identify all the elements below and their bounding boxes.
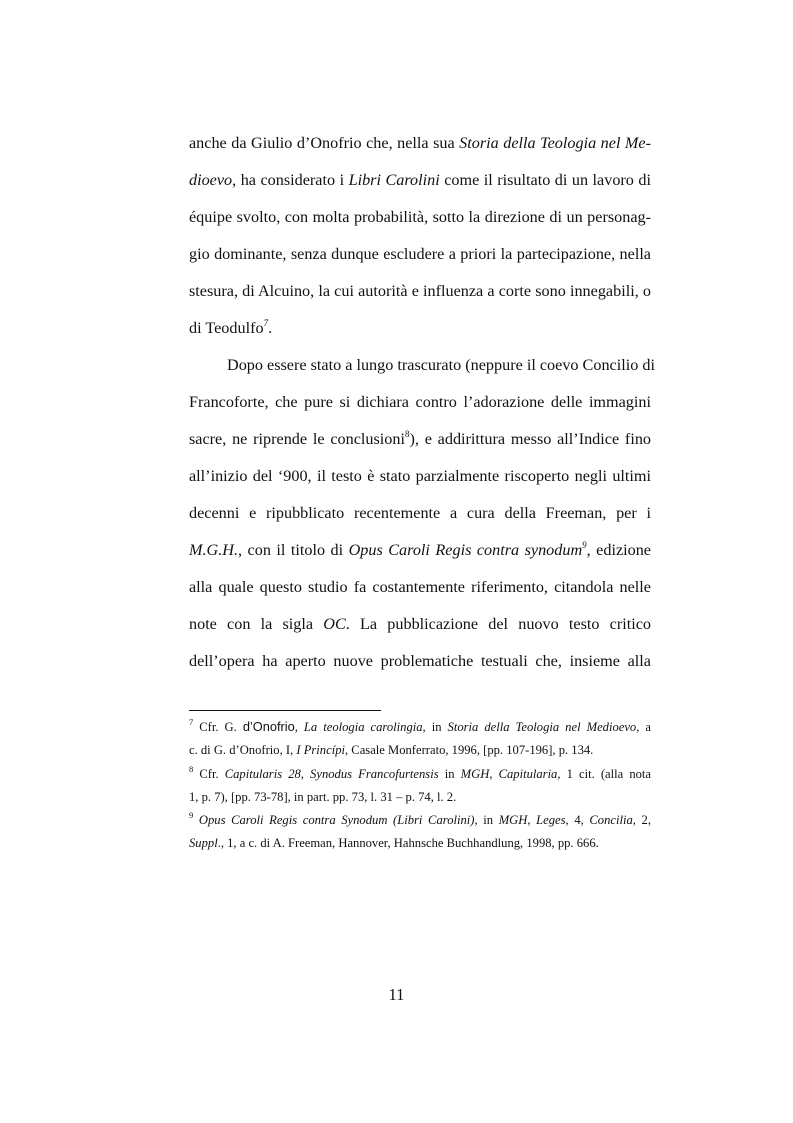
- body-line-10: [189, 466, 651, 486]
- text: équipe svolto, con molta probabilità, sotto la direzione di un personag-: [189, 208, 651, 226]
- body-line-14: [189, 614, 651, 634]
- text: Cfr.: [199, 767, 225, 781]
- italic-title: Capitularia,: [498, 767, 561, 781]
- body-line-15: [189, 651, 651, 671]
- text: , 2,: [632, 813, 651, 827]
- page-number: 11: [388, 985, 405, 1004]
- italic-title: La teologia carolingia: [303, 720, 423, 734]
- italic-title: Opus Caroli Regis contra synodum: [348, 541, 583, 559]
- body-line-7: [227, 355, 655, 375]
- text: Francoforte, che pure si dichiara contro l’adorazione delle immagini: [189, 393, 651, 411]
- body-line-6: [189, 318, 651, 338]
- footnote-number: 7: [189, 716, 194, 727]
- body-line-9: [189, 429, 651, 449]
- italic-abbrev: MGH: [498, 813, 528, 827]
- text: . La pubblicazione del nuovo testo critico: [345, 615, 652, 633]
- footnote-ref-8[interactable]: 8: [404, 428, 410, 439]
- italic-abbrev: M.G.H.: [189, 541, 239, 559]
- text: sacre, ne riprende le conclusioni: [189, 430, 405, 448]
- text: , ha considerato i: [232, 171, 349, 189]
- text: ,: [489, 767, 499, 781]
- body-line-3: [189, 207, 651, 227]
- footnote-9-line-1: [189, 809, 651, 828]
- italic-title: Storia della Teologia nel Medioevo,: [447, 720, 640, 734]
- text: dell’opera ha aperto nuove problematiche testuali che, insieme alla: [189, 652, 651, 670]
- body-line-4: [189, 244, 651, 264]
- footnote-7-line-2: [189, 742, 651, 758]
- text: stesura, di Alcuino, la cui autorità e influenza a corte sono innegabili, o: [189, 282, 651, 300]
- italic-title: Storia della Teologia nel Me-: [459, 134, 651, 152]
- italic-title: Concilia: [589, 813, 633, 827]
- footnote-7-line-1: [189, 716, 651, 735]
- footnote-ref-7[interactable]: 7: [263, 317, 269, 328]
- text: a: [639, 720, 651, 734]
- text: decenni e ripubblicato recentemente a cura della Freeman, per i: [189, 504, 651, 522]
- italic-title: Opus Caroli Regis contra Synodum (Libri Carolini): [198, 813, 475, 827]
- body-line-11: [189, 503, 651, 523]
- text: anche da Giulio d’Onofrio che, nella sua: [189, 134, 460, 152]
- footnote-separator: [189, 710, 381, 711]
- italic-abbrev: OC: [323, 615, 346, 633]
- text: Cfr. G.: [199, 720, 243, 734]
- text: alla quale questo studio fa costantemente riferimento, citandola nelle: [189, 578, 651, 596]
- italic-title: dioevo: [189, 171, 233, 189]
- text: , con il titolo di: [238, 541, 349, 559]
- text: ,: [294, 720, 304, 734]
- text: note con la sigla: [189, 615, 324, 633]
- italic-abbrev: MGH: [460, 767, 490, 781]
- text: .: [268, 319, 273, 337]
- body-line-8: [189, 392, 651, 412]
- footnote-9-line-2: [189, 835, 651, 851]
- body-line-5: [189, 281, 651, 301]
- italic-title: Libri Carolini: [348, 171, 440, 189]
- text: 1, p. 7), [pp. 73-78], in part. pp. 73, l. 31 – p. 74, l. 2.: [189, 790, 457, 804]
- footnote-8-line-2: [189, 789, 651, 805]
- text: c. di G. d’Onofrio, I,: [189, 743, 297, 757]
- text: 1 cit. (alla nota: [560, 767, 652, 781]
- text: , in: [474, 813, 499, 827]
- footnote-8-line-1: [189, 763, 652, 782]
- body-line-13: [189, 577, 651, 597]
- body-line-2: [189, 170, 651, 190]
- footnote-number: 8: [189, 763, 194, 774]
- author-name: d’Onofrio: [242, 719, 295, 734]
- italic-abbrev: Suppl: [189, 836, 218, 850]
- text: come il risultato di un lavoro di: [439, 171, 651, 189]
- body-line-12: [189, 540, 651, 560]
- footnote-number: 9: [189, 809, 194, 820]
- italic-title: I Princípi: [296, 743, 345, 757]
- text: , Casale Monferrato, 1996, [pp. 107-196], p. 134.: [345, 743, 594, 757]
- text: di Teodulfo: [189, 319, 264, 337]
- text: , 4,: [565, 813, 590, 827]
- text: in: [438, 767, 461, 781]
- footnote-ref-9[interactable]: 9: [582, 539, 587, 550]
- text: , edizione: [586, 541, 651, 559]
- italic-title: Leges: [536, 813, 566, 827]
- text: ,: [527, 813, 537, 827]
- text: all’inizio del ‘900, il testo è stato parzialmente riscoperto negli ultimi: [189, 467, 651, 485]
- italic-title: Capitularis 28, Synodus Francofurtensis: [224, 767, 439, 781]
- text: ), e addirittura messo all’Indice fino: [409, 430, 652, 448]
- text: Dopo essere stato a lungo trascurato (neppure il coevo Concilio di: [227, 356, 655, 374]
- text: gio dominante, senza dunque escludere a priori la partecipazione, nella: [189, 245, 651, 263]
- text: , in: [422, 720, 448, 734]
- body-line-1: [189, 133, 651, 153]
- text: ., 1, a c. di A. Freeman, Hannover, Hahnsche Buchhandlung, 1998, pp. 666.: [217, 836, 599, 850]
